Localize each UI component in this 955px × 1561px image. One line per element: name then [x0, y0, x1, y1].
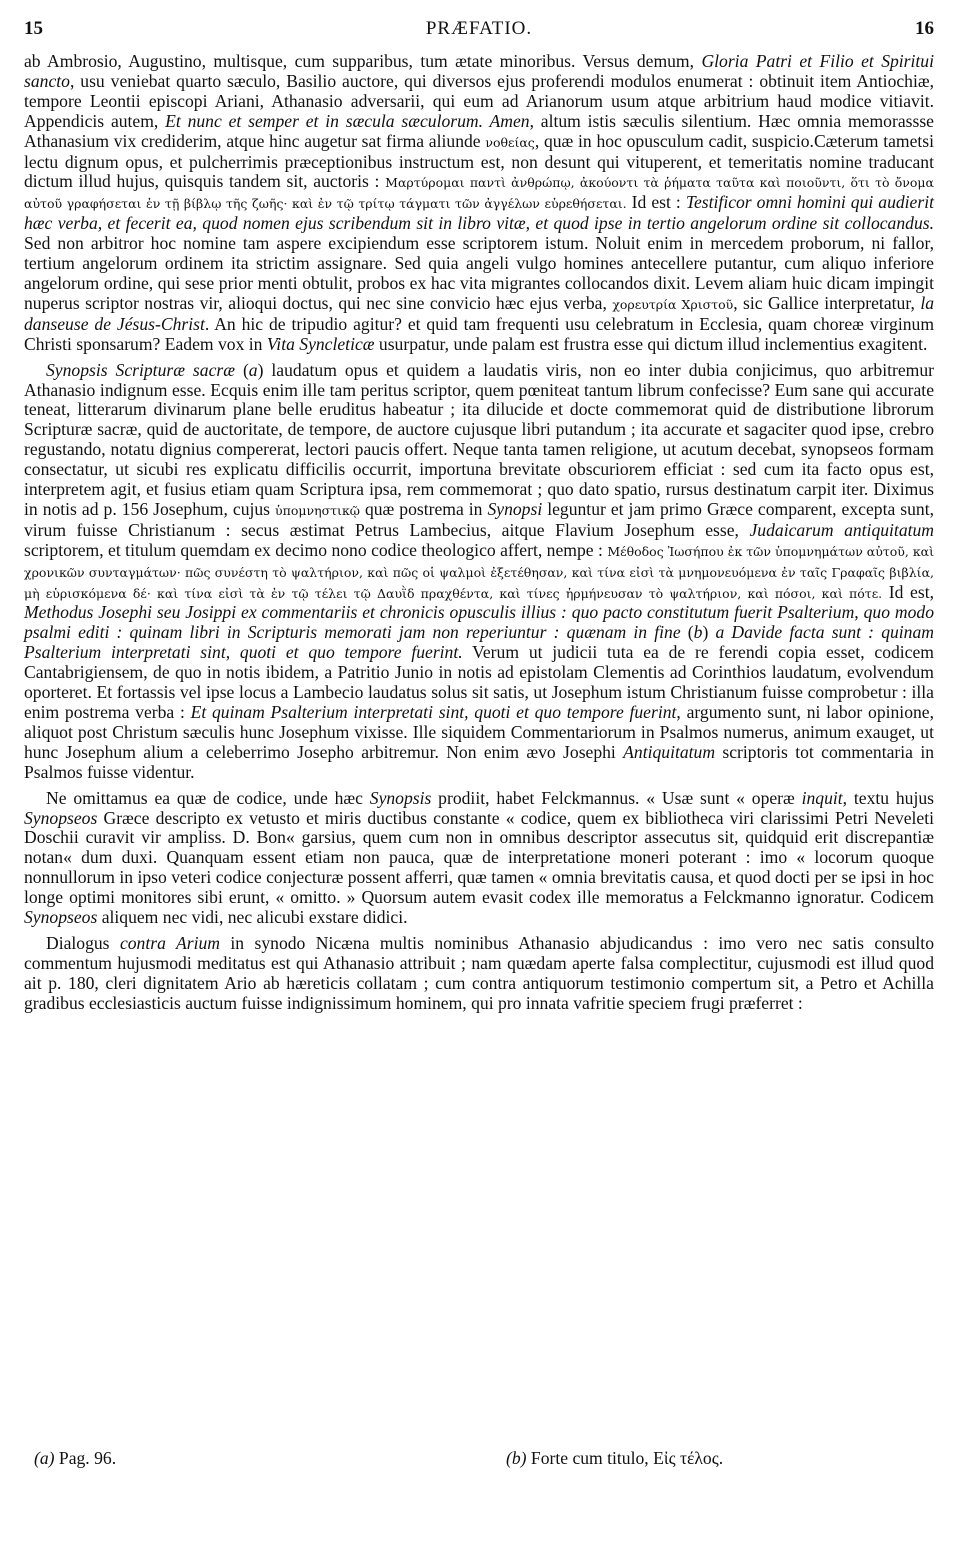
text-run: leguntur et jam primo Græce comparent, excepta sunt, virum fuisse Christianum : secus æstimat Petrus Lambecius, aitque Flavium Josephum esse, [24, 498, 935, 540]
text-run: Verum ut judicii tuta ea de re ferendi copia esset, codicem Cantabrigiensem, de quo in notis ibidem, a Patritio Junio in notis ad epistolam Clementis ad Corinthios laudatum, evolvendum oporteret. Et fortassis vel ipse locus a Lambecio laudatus solus sit satis, ut Josephum istum Christianum fuisse comprobetur : illa enim postrema verba : [24, 642, 934, 722]
text-run: ( [680, 622, 694, 643]
paragraph [24, 52, 934, 355]
text-run: Ne omittamus ea quæ de codice, unde hæc [46, 787, 370, 808]
text-run: usurpatur, unde palam est frustra esse qui dictum illud inclementius exagitent. [374, 333, 928, 354]
italic-text: Synopsis [369, 787, 432, 808]
document-page [24, 18, 934, 1020]
paragraph [24, 789, 934, 928]
text-run: prodiit, habet Felckmannus. « Usæ sunt « operæ [431, 787, 802, 808]
italic-text: Synopseos [24, 907, 98, 928]
greek-text: νοθείας [485, 134, 535, 150]
text-run: Id est : [626, 192, 686, 213]
footnote-a [34, 1448, 116, 1469]
text-run: , usu veniebat quarto sæculo, Basilio auctore, qui diversos ejus proferendi modulos enumerat : obtinuit item Antiochiæ, tempore Leontii episcopi Ariani, Athanasio adversarii, qui eum ad Arianorum usum atque arbitrium haud modice vitiavit. Appendicis autem, [24, 70, 934, 131]
text-run: , altum istis sæculis silentium. Hæc omnia memorassse Athanasium vix crediderim, atque hinc augetur sat firma aliunde [24, 110, 934, 151]
italic-text: Vita Syncleticæ [266, 333, 375, 354]
running-header [24, 18, 934, 44]
italic-text: Synopsis Scripturæ sacræ [46, 359, 235, 380]
text-run: Græce descripto ex vetusto et miris ductibus constante « codice, quem ex bibliotheca viri clarissimi Petri Neveleti Doschii curavit vir ampliss. D. Bon« garsius, quem cum non in omnibus descriptor assecutus sit, quidquid erit discrepantiæ notan« dum duxi. Quanquam essent etiam non pauca, quæ de interpretatione moneri poterant : imo « locorum quoque nonnullorum in ipso veteri codice conjecturæ possent afferri, quæ tamen « omnia brevitatis causa, et quod docti per se ipsi in hoc longe optimi monitores sibi erunt, « omitto. » Quorsum autem evasit codex ille memoratus a Felckmanno ignoratur. Codicem [24, 807, 934, 908]
text-run: ab Ambrosio, Augustino, multisque, cum supparibus, tum ætate minoribus. Versus demum, [24, 51, 702, 71]
text-run: scriptoris tot commentaria in Psalmos fuisse videntur. [24, 741, 934, 782]
text-run: scriptorem, et titulum quemdam ex decimo nono codice theologico affert, nempe : [24, 539, 608, 560]
italic-text: Synopsi [487, 498, 543, 519]
text-run: . An hic de tripudio agitur? et quid tam frequenti usu celebratum in Ecclesia, quam choreæ virginum Christi sponsarum? Eadem vox in [24, 313, 935, 354]
footnote-a-label: (a) [34, 1448, 55, 1468]
italic-text: Et nunc et semper et in sæcula sæculorum. Amen [165, 110, 530, 131]
text-run: aliquem nec vidi, nec alicubi exstare didici. [97, 907, 408, 928]
text-run: ( [234, 359, 249, 380]
italic-text: Judaicarum antiquitatum [749, 519, 935, 540]
italic-text: Et quinam Psalterium interpretati sint, quoti et quo tempore fuerint [190, 702, 677, 722]
paragraph [24, 934, 934, 1014]
italic-text: la danseuse de Jésus-Christ [24, 292, 934, 334]
italic-text: contra Arium [119, 932, 220, 953]
italic-text: Testificor omni homini qui audierit hæc verba, et fecerit ea, quod nomen ejus scribendum sit in libro vitæ, et quod ipse in tertio angelorum ordine sit collocandus. [24, 192, 934, 234]
text-run: , sic Gallice interpretatur, [733, 292, 921, 313]
text-run: quæ postrema in [359, 498, 488, 519]
italic-text: b [693, 622, 703, 643]
body-text [24, 52, 934, 1014]
italic-text: Gloria Patri et Filio et Spiritui sancto [24, 51, 934, 91]
text-run: ) [702, 622, 716, 643]
text-run: , textu hujus [842, 787, 935, 808]
footnote-b [506, 1448, 723, 1469]
running-title: PRÆFATIO. [425, 18, 533, 39]
text-run: , argumento sunt, ni labor opinione, aliquot post Christum sæculis hunc Josephum vixisse. Ille siquidem Commentariorum in Psalmos numerus, animum exauget, ut hunc Josephum alium a celeberrimo Josepho arbitremur. Non enim ævo Josephi [24, 702, 934, 762]
footnote-b-label: (b) [506, 1448, 527, 1468]
greek-text: ὑπομνηστικῷ [275, 502, 360, 518]
text-run: Id est, [882, 581, 934, 602]
greek-text: Μαρτύρομαι παντὶ ἀνθρώπῳ, ἀκούοντι τὰ ῥήματα ταῦτα καὶ ποιοῦντι, ὅτι τὸ ὄνομα αὐτοῦ γραφήσεται ἐν τῇ βίβλῳ τῆς ζωῆς· καὶ ἐν τῷ τρίτῳ τάγματι τῶν ἀγγέλων εὑρεθήσεται. [24, 175, 934, 212]
footnote-b-greek: Εἰς τέλος. [653, 1448, 724, 1468]
italic-text: a Davide facta sunt : quinam Psalterium interpretati sint, quoti et quo tempore fuerint. [24, 622, 934, 663]
footnote-b-text: Forte cum titulo, [526, 1448, 654, 1468]
text-run: ) laudatum opus et quidem a laudatis viris, non eo inter dubia conjicimus, quo arbitremur Athanasio indignum esse. Ecquis enim ille tam peritus scriptor, quem pœniteat tantum librum confecisse? Eum sane qui accurate teneat, litterarum divinarum plane belle eruditus habeatur ; ita dilucide et docte commemorat quid de distributione librorum Scripturæ sacræ, quid de auctoritate, de tempore, de auctore cujusque libri putandum ; ita accurate et sagaciter quod ipse, crebro regustando, notatu dignius compererat, lectori paucis offert. Neque tanta tamen religione, ut acutum decebat, synopseos formam consectatur, ut sicubi res explicatu difficilis occurrit, importuna brevitate obscuriorem efficiat : sed cum ita facto opus est, interpretem agit, et fusius etiam quam Scriptura ipsa, rem commemorat ; quo dato spatio, rursus destinatum carpit iter. Diximus in notis ad p. 156 Josephum, cujus [24, 359, 934, 519]
text-run: in synodo Nicæna multis nominibus Athanasio abjudicandus : imo vero nec satis consulto commentum hujusmodi meditatus est qui Athanasio attribuit ; nam quædam aperte falsa complectitur, cujusmodi est illud quod ait p. 180, cleri dignitatem Ario ab hæreticis collatam ; cum contra antiquorum testimonio compertum sit, a Petro et Achilla gradibus ecclesiasticis auctum fuisse indignissimum hominem, qui pro innata vafritie speciem frugi præferret : [24, 932, 934, 1013]
text-run: Dialogus [46, 932, 120, 953]
footnote-a-text: Pag. 96. [54, 1448, 117, 1468]
greek-text: χορευτρία Χριστοῦ [612, 296, 734, 312]
page-number-left: 15 [24, 18, 43, 39]
italic-text: Synopseos [24, 807, 98, 828]
greek-text: Μέθοδος Ἰωσήπου ἐκ τῶν ὑπομνημάτων αὐτοῦ, καὶ χρονικῶν συνταγμάτων· πῶς συνέστη τὸ ψαλτήριον, καὶ πῶς οἱ ψαλμοὶ ἐξετέθησαν, καὶ τίνα εἰσὶ τὰ μνημονευόμενα ἐν ταῖς Γραφαῖς βιβλία, μὴ εὑρισκόμενα δέ· καὶ τίνα εἰσὶ τὰ ἐν τῷ τέλει τῷ Δαυῒδ πραχθέντα, καὶ τίνες ἡρμήνευσαν τὸ ψαλτήριον, καὶ πόσοι, καὶ πότε. [24, 543, 934, 601]
page-number-right: 16 [915, 18, 934, 39]
italic-text: Methodus Josephi seu Josippi ex commentariis et chronicis opusculis illius : quo pacto constitutum fuerit Psalterium, quo modo psalmi editi : quinam libri in Scripturis memorati jam non reperiuntur : quænam in fine [24, 602, 934, 643]
italic-text: a [248, 359, 258, 380]
italic-text: Antiquitatum [623, 741, 716, 762]
paragraph [24, 361, 934, 783]
italic-text: inquit [801, 787, 843, 808]
text-run: Sed non arbitror hoc nomine tam aspere excipiendum esse scriptorem istum. Noluit enim in mercedem proborum, ni fallor, tertium angelorum ordinem ita strictim assignare. Sed quia angeli vulgo homines antecellere putantur, cum aliquo inferiore angelorum ordine, qui sese prior menti obtulit, probos ex hac vita migrantes collocandos dixit. Levem aliam huic dicam impingit nuperus scriptor nostras vir, alioqui doctus, qui nec sine convicio hæc ejus verba, [24, 233, 934, 313]
text-run: , quæ in hoc opusculum cadit, suspicio.Cæterum tametsi lectu dignum opus, et pulcherrimis præceptionibus instructum est, non desunt qui vituperent, et temeritatis nomine traducant dictum illud hujus, quisquis tandem sit, auctoris : [24, 130, 935, 192]
